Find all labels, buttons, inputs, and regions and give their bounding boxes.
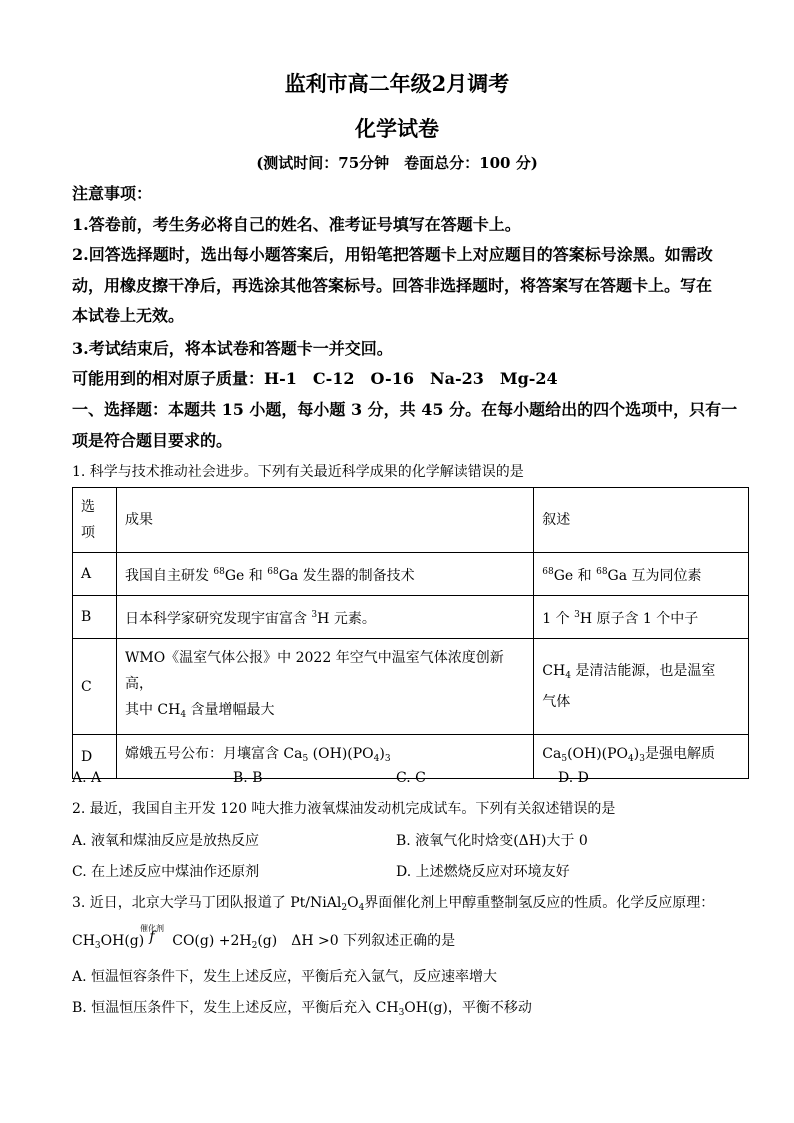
q3-option-a: A. 恒温恒容条件下，发生上述反应，平衡后充入氩气，反应速率增大	[72, 969, 498, 985]
q2-option-c: C. 在上述反应中煤油作还原剂	[72, 864, 260, 880]
row-key: D	[73, 735, 117, 779]
section-1-line-1: 一、选择题：本题共 15 小题，每小题 3 分，共 45 分。在每小题给出的四个选项中，只有一	[72, 400, 738, 419]
notice-heading: 注意事项：	[72, 184, 153, 203]
row-result: 日本科学家研究发现宇宙富含 $^3$H 元素。	[116, 596, 533, 639]
notice-item-2-line-2: 动，用橡皮擦干净后，再选涂其他答案标号。回答非选择题时，将答案写在答题卡上。写在	[72, 276, 713, 295]
subject-title: 化学试卷	[355, 116, 439, 141]
row-result: 嫦娥五号公布：月壤富含 $Ca_5$ $(OH)(PO_4)_3$	[116, 735, 533, 779]
reaction-arrow	[140, 924, 164, 945]
row-key: C	[73, 639, 117, 735]
q2-option-b: B. 液氧气化时焓变(ΔH)大于 0	[396, 833, 588, 849]
q1-option-b: B. B	[233, 770, 263, 786]
q1-option-d: D. D	[558, 770, 589, 786]
exam-title: 监利市高二年级2月调考	[284, 71, 510, 96]
arrow-glyph: f	[149, 929, 155, 945]
q1-table	[72, 487, 749, 779]
row-key: B	[73, 596, 117, 639]
exam-info: (测试时间：75分钟 卷面总分：100 分)	[256, 154, 538, 172]
q2-stem: 2. 最近，我国自主开发 120 吨大推力液氧煤油发动机完成试车。下列有关叙述错误的是	[72, 801, 616, 817]
row-statement: 1 个 $^3$H 原子含 1 个中子	[534, 596, 749, 639]
header-result: 成果	[116, 488, 533, 553]
table-header-row	[73, 488, 749, 553]
q2-option-a: A. 液氧和煤油反应是放热反应	[72, 833, 260, 849]
atomic-mass-line: 可能用到的相对原子质量：H-1 C-12 O-16 Na-23 Mg-24	[72, 369, 558, 388]
q3-equation: $CH_3OH(g)$ $CO(g) +2H_2(g)$ ΔH >0 下列叙述正确的是	[72, 933, 456, 951]
q3-option-b: B. 恒温恒压条件下，发生上述反应，平衡后充入 $CH_3OH(g)$，平衡不移动	[72, 1000, 532, 1018]
q1-option-a: A. A	[72, 770, 102, 786]
table-row	[73, 553, 749, 596]
notice-item-1: 1.答卷前，考生务必将自己的姓名、准考证号填写在答题卡上。	[72, 215, 521, 234]
row-result: 我国自主研发 $^{68}$Ge 和 $^{68}$Ga 发生器的制备技术	[116, 553, 533, 596]
row-statement: $Ca_5(OH)(PO_4)_3$是强电解质	[534, 735, 749, 779]
q1-option-c: C. C	[396, 770, 426, 786]
row-statement: $CH_4$ 是清洁能源，也是温室 气体	[534, 639, 749, 735]
table-row	[73, 596, 749, 639]
notice-item-2-line-3: 本试卷上无效。	[72, 306, 185, 325]
notice-item-2-line-1: 2.回答选择题时，选出每小题答案后，用铅笔把答题卡上对应题目的答案标号涂黑。如需改	[72, 245, 713, 264]
q3-stem: 3. 近日，北京大学马丁团队报道了 $Pt/NiAl_2O_4$界面催化剂上甲醇重整制氢反应的性质。化学反应原理：	[72, 895, 715, 913]
header-statement: 叙述	[534, 488, 749, 553]
catalyst-label: 催化剂	[140, 924, 164, 933]
section-1-line-2: 项是符合题目要求的。	[72, 431, 233, 450]
row-key: A	[73, 553, 117, 596]
table-row	[73, 639, 749, 735]
row-result: WMO《温室气体公报》中 2022 年空气中温室气体浓度创新高， 其中 $CH_4$ 含量增幅最大	[116, 639, 533, 735]
q1-stem: 1. 科学与技术推动社会进步。下列有关最近科学成果的化学解读错误的是	[72, 464, 524, 480]
row-statement: $^{68}$Ge 和 $^{68}$Ga 互为同位素	[534, 553, 749, 596]
q2-option-d: D. 上述燃烧反应对环境友好	[396, 864, 570, 880]
notice-item-3: 3.考试结束后，将本试卷和答题卡一并交回。	[72, 339, 393, 358]
header-option: 选项	[73, 488, 117, 553]
